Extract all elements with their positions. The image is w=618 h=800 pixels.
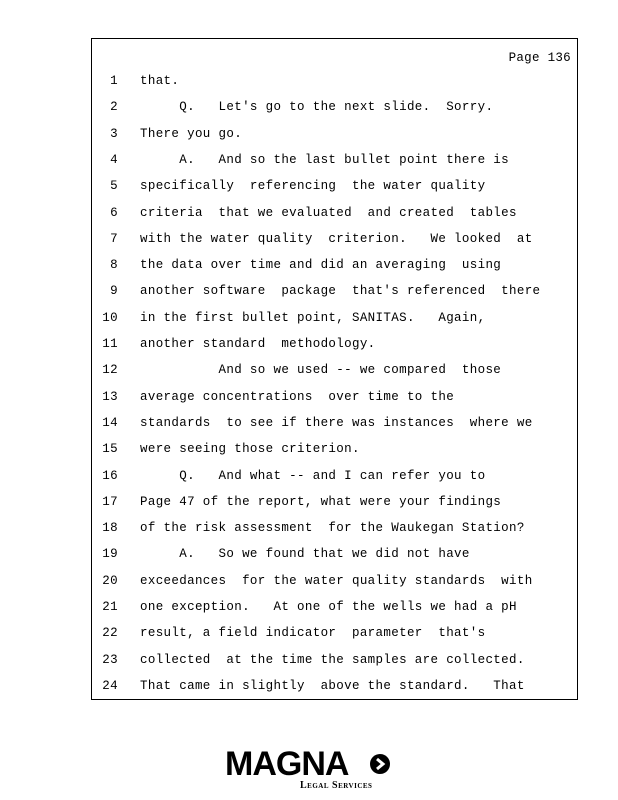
line-text: standards to see if there was instances where we	[140, 415, 533, 430]
line-text: A. So we found that we did not have	[140, 547, 470, 562]
line-number: 1	[110, 74, 118, 88]
page-number: Page 136	[508, 51, 571, 65]
line-number: 11	[102, 337, 118, 351]
line-text: with the water quality criterion. We looked at	[140, 231, 533, 246]
line-number: 4	[110, 152, 118, 167]
line-number: 2	[110, 100, 118, 115]
line-number: 5	[110, 179, 118, 194]
line-number: 20	[102, 573, 118, 588]
line-number: 14	[102, 415, 118, 430]
line-number: 15	[102, 442, 118, 457]
line-number: 23	[102, 652, 118, 667]
line-text: that.	[140, 74, 180, 88]
transcript-page-frame	[91, 38, 578, 700]
line-text: A. And so the last bullet point there is	[140, 152, 510, 167]
line-text: Q. And what -- and I can refer you to	[140, 468, 486, 483]
line-number: 7	[110, 231, 118, 246]
logo-subtitle: Legal Services	[300, 780, 373, 791]
magna-logo	[225, 746, 405, 794]
line-text: the data over time and did an averaging using	[140, 258, 502, 273]
line-number: 8	[110, 258, 118, 273]
line-text: another software package that's referenced there	[140, 284, 541, 299]
line-number: 10	[102, 310, 118, 325]
line-number: 3	[110, 126, 118, 141]
line-number: 17	[102, 494, 118, 509]
line-text: of the risk assessment for the Waukegan Station?	[140, 521, 525, 536]
line-text: That came in slightly above the standard. That	[140, 678, 525, 693]
line-text: one exception. At one of the wells we had a pH	[140, 600, 517, 614]
line-text: collected at the time the samples are collected.	[140, 652, 525, 667]
line-number: 19	[102, 547, 118, 562]
line-text: specifically referencing the water quality	[140, 179, 486, 194]
line-text: average concentrations over time to the	[140, 389, 455, 404]
line-text: And so we used -- we compared those	[140, 363, 502, 378]
line-number: 6	[110, 205, 118, 220]
line-text: result, a field indicator parameter that's	[140, 626, 486, 641]
line-number: 22	[102, 626, 118, 641]
line-text: were seeing those criterion.	[140, 442, 360, 457]
line-number: 18	[102, 521, 118, 536]
line-number: 12	[102, 363, 118, 378]
line-number: 21	[102, 600, 118, 614]
line-number: 13	[102, 389, 118, 404]
line-text: criteria that we evaluated and created tables	[140, 205, 517, 220]
line-text: Q. Let's go to the next slide. Sorry.	[140, 100, 494, 115]
line-text: Page 47 of the report, what were your findings	[140, 494, 502, 509]
arrow-circle-icon	[369, 753, 391, 775]
line-number: 16	[102, 468, 118, 483]
line-text: exceedances for the water quality standards with	[140, 573, 533, 588]
line-number: 24	[102, 678, 118, 693]
line-text: There you go.	[140, 126, 243, 141]
logo-wordmark: MAGNA	[225, 745, 349, 783]
line-text: another standard methodology.	[140, 337, 376, 351]
line-text: in the first bullet point, SANITAS. Again,	[140, 310, 486, 325]
line-number: 9	[110, 284, 118, 299]
